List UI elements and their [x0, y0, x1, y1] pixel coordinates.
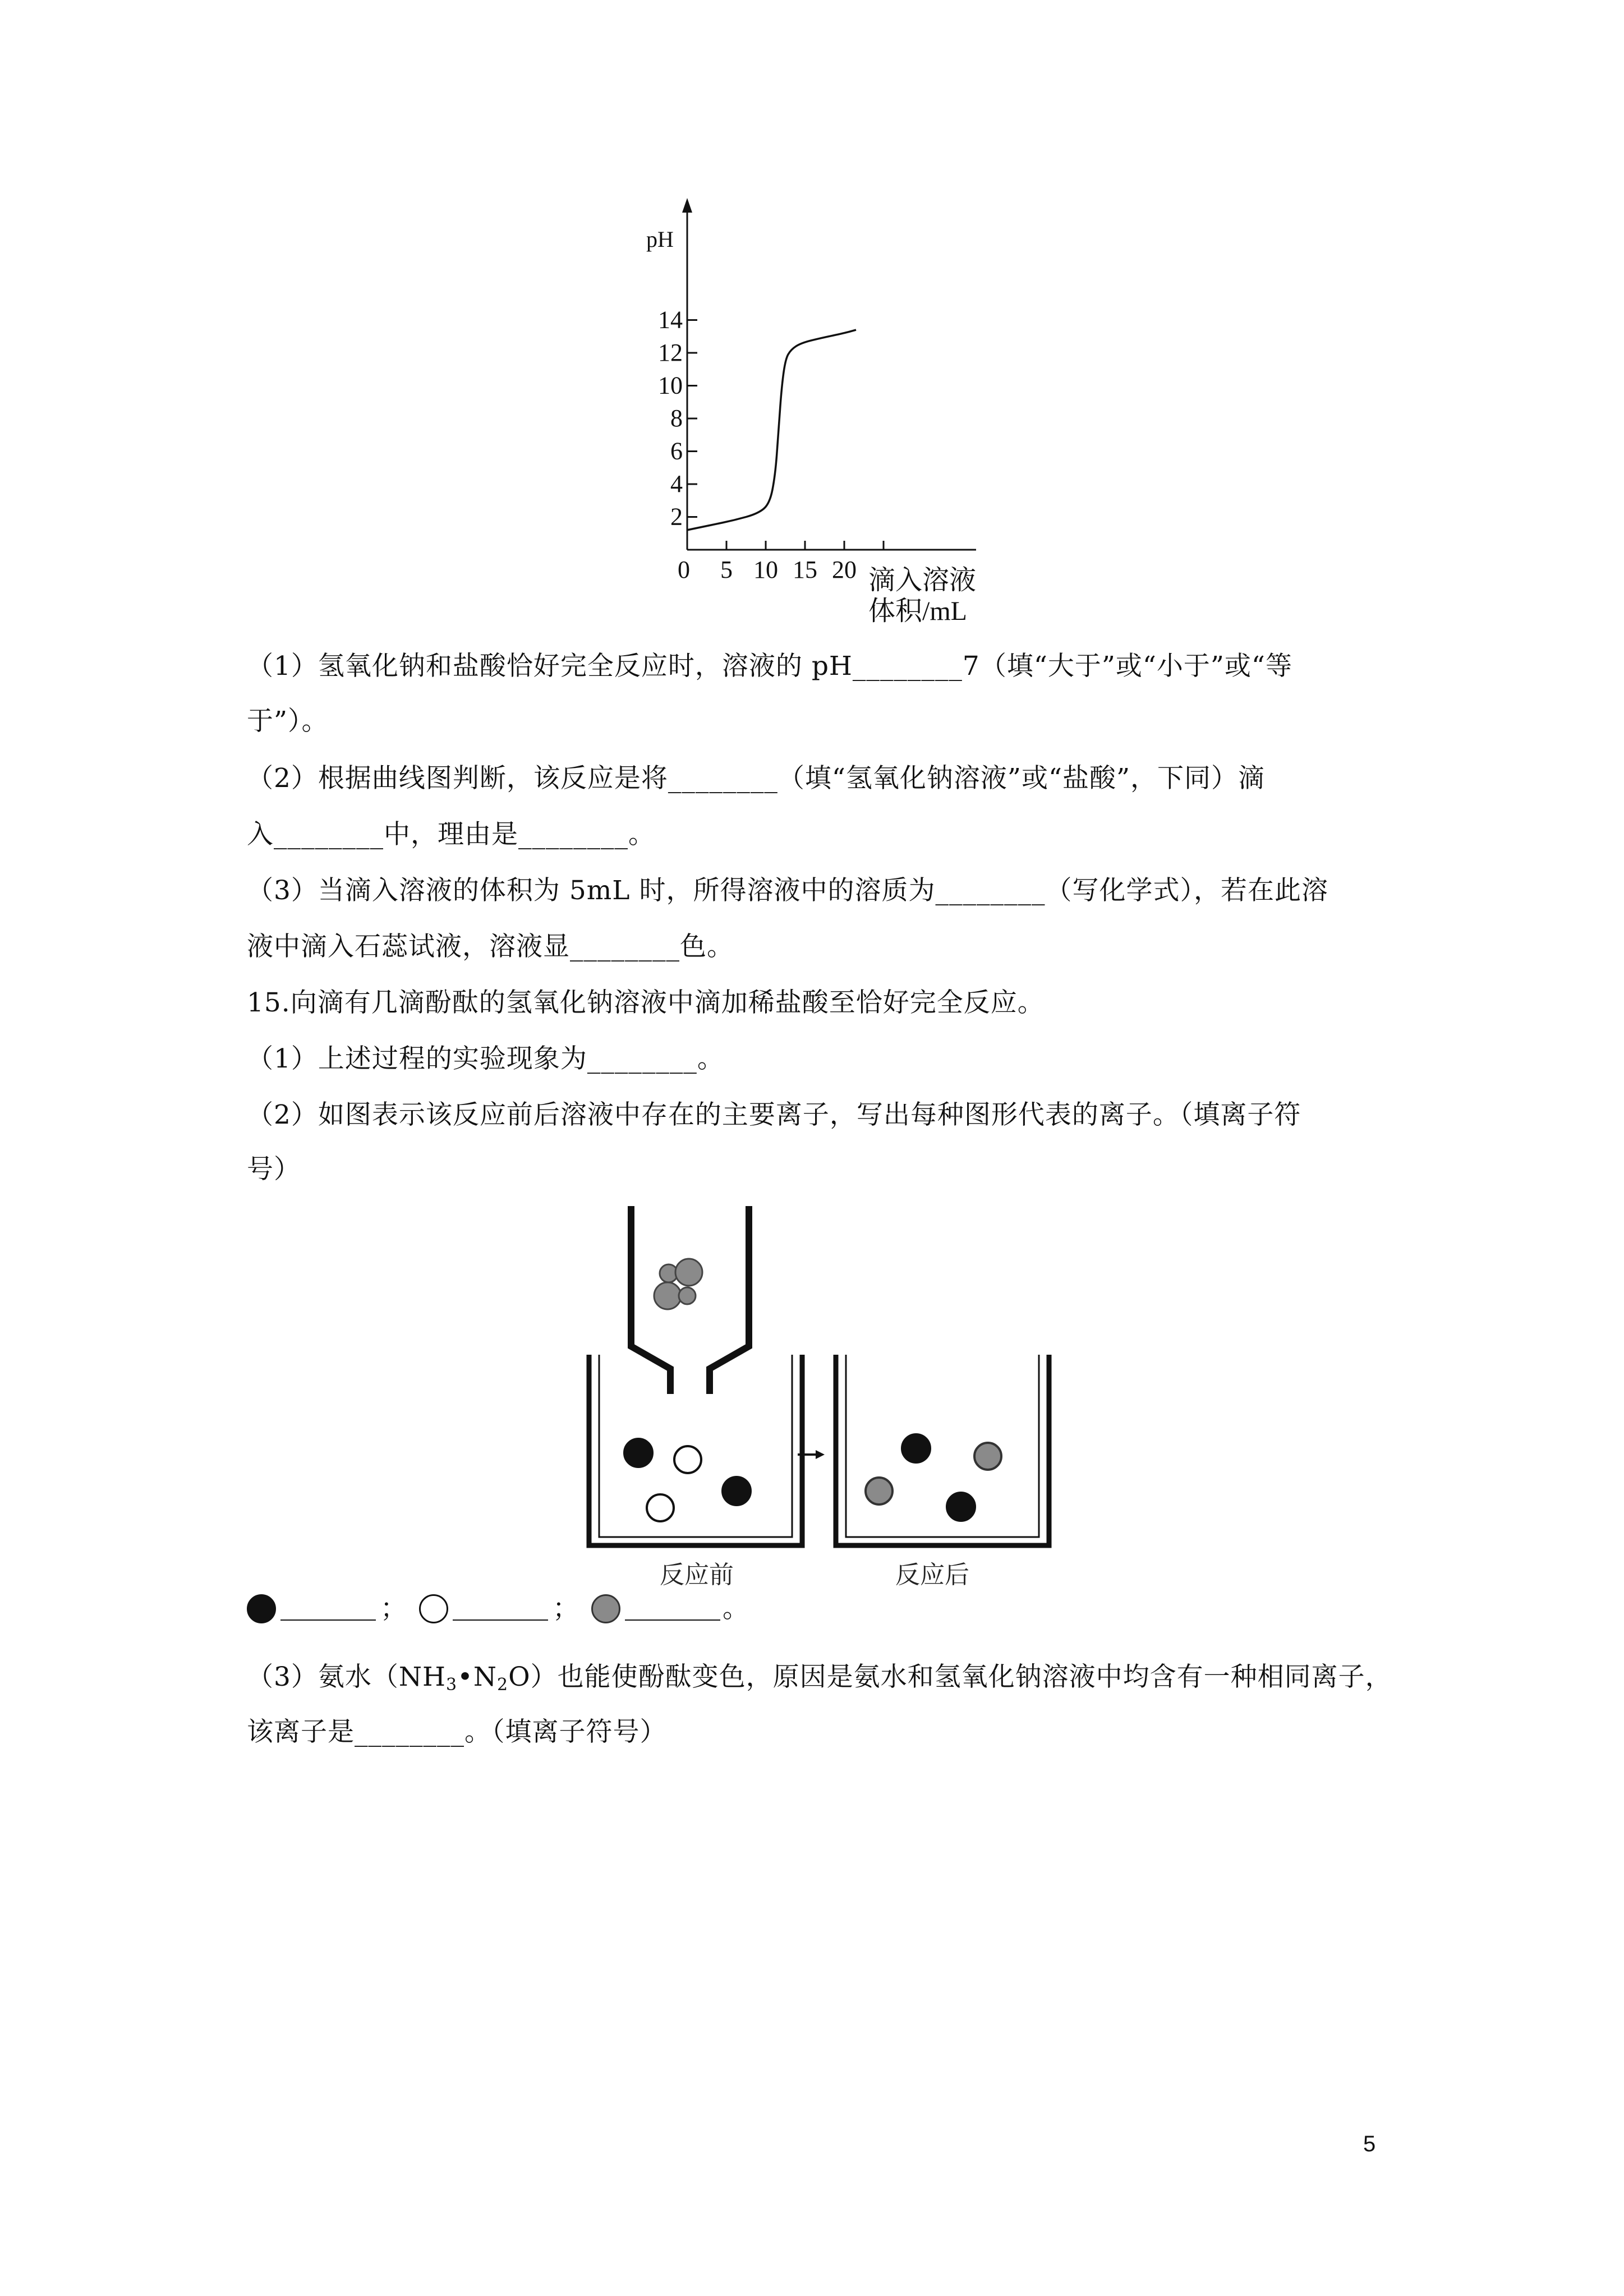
- q15-part3-line2: 该离子是________。（填离子符号）: [247, 1717, 667, 1747]
- q14-part2-line2: 入________中，理由是________。: [247, 819, 655, 850]
- q15-part3-text-a: （3）氨水（NH: [247, 1662, 447, 1692]
- x-tick-label: 10: [753, 556, 778, 583]
- q14-part2-line1: （2）根据曲线图判断，该反应是将________（填“氢氧化钠溶液”或“盐酸”，下同）滴: [247, 763, 1266, 794]
- q15-stem: 15.向滴有几滴酚酞的氢氧化钠溶液中滴加稀盐酸至恰好完全反应。: [247, 987, 1045, 1018]
- subscript-3: 3: [446, 1675, 458, 1695]
- reaction-diagram: [578, 1206, 1060, 1588]
- answer-blank-white-ion[interactable]: [453, 1597, 548, 1621]
- label-after-reaction: 反应后: [895, 1561, 969, 1588]
- ph-titration-chart: [617, 188, 1010, 625]
- x-axis-label-line1: 滴入溶液: [868, 565, 977, 595]
- x-axis-label-line2: 体积/mL: [868, 596, 967, 625]
- q14-part3-line1: （3）当滴入溶液的体积为 5mL 时，所得溶液中的溶质为________（写化学式），若在此溶: [247, 875, 1328, 906]
- ion-gray: [654, 1282, 681, 1309]
- black-circle-icon: [247, 1594, 276, 1623]
- y-tick-label: 10: [658, 371, 683, 399]
- q15-part3-line1: [247, 1660, 1392, 1702]
- x-tick-label: 20: [832, 556, 857, 583]
- q15-part1: （1）上述过程的实验现象为________。: [247, 1043, 724, 1074]
- ion-black: [723, 1477, 751, 1505]
- x-tick-label: 15: [793, 556, 817, 583]
- ion-black: [947, 1493, 975, 1521]
- page-number: 5: [1363, 2132, 1376, 2156]
- answer-blank-black-ion[interactable]: [280, 1597, 376, 1621]
- subscript-2: 2: [496, 1675, 509, 1695]
- q15-part3-text-b: •N: [457, 1662, 497, 1692]
- ion-gray: [974, 1443, 1001, 1470]
- ion-gray: [866, 1478, 892, 1504]
- answer-blank-gray-ion[interactable]: [625, 1597, 720, 1621]
- y-axis-arrow: [682, 198, 692, 213]
- q14-part1-line2: 于”）。: [247, 706, 329, 737]
- ph-curve-line: [687, 330, 856, 530]
- x-tick-label: 0: [678, 556, 690, 583]
- y-axis-label: pH: [646, 227, 674, 252]
- ion-white: [647, 1494, 674, 1521]
- ion-black: [902, 1434, 930, 1462]
- ion-small-gray: [679, 1287, 696, 1304]
- y-tick-label: 6: [670, 437, 683, 465]
- ion-black: [624, 1439, 652, 1467]
- x-ticks: [678, 541, 884, 583]
- y-tick-label: 4: [670, 470, 683, 498]
- q15-part3-text-c: O）也能使酚酞变色，原因是氨水和氢氧化钠溶液中均含有一种相同离子，: [508, 1662, 1392, 1692]
- q14-part3-line2: 液中滴入石蕊试液，溶液显________色。: [247, 931, 734, 962]
- y-ticks: [658, 306, 697, 531]
- label-before-reaction: 反应前: [660, 1561, 734, 1588]
- y-tick-label: 8: [670, 404, 683, 432]
- white-circle-icon: [419, 1594, 448, 1623]
- q15-part2-line1: （2）如图表示该反应前后溶液中存在的主要离子，写出每种图形代表的离子。（填离子符: [247, 1099, 1301, 1130]
- legend-separator: ；: [553, 1593, 579, 1624]
- beaker-after: [836, 1355, 1049, 1545]
- y-tick-label: 12: [658, 339, 683, 366]
- legend-end-mark: 。: [723, 1593, 749, 1624]
- ions-before: [624, 1439, 751, 1521]
- ion-gray: [675, 1259, 702, 1286]
- y-tick-label: 14: [658, 306, 683, 334]
- chart-axes: [682, 198, 976, 550]
- dropper-ions: [654, 1259, 702, 1309]
- q15-part2-line2: 号）: [247, 1154, 301, 1185]
- x-tick-label: 5: [720, 556, 733, 583]
- q14-part1-line1: （1）氢氧化钠和盐酸恰好完全反应时，溶液的 pH________7（填“大于”或“小于”或“等: [247, 651, 1292, 682]
- ion-legend: [247, 1592, 749, 1626]
- ions-after: [866, 1434, 1001, 1521]
- ion-white: [674, 1446, 701, 1473]
- y-tick-label: 2: [670, 503, 683, 531]
- legend-separator: ；: [380, 1593, 407, 1624]
- gray-circle-icon: [591, 1594, 620, 1623]
